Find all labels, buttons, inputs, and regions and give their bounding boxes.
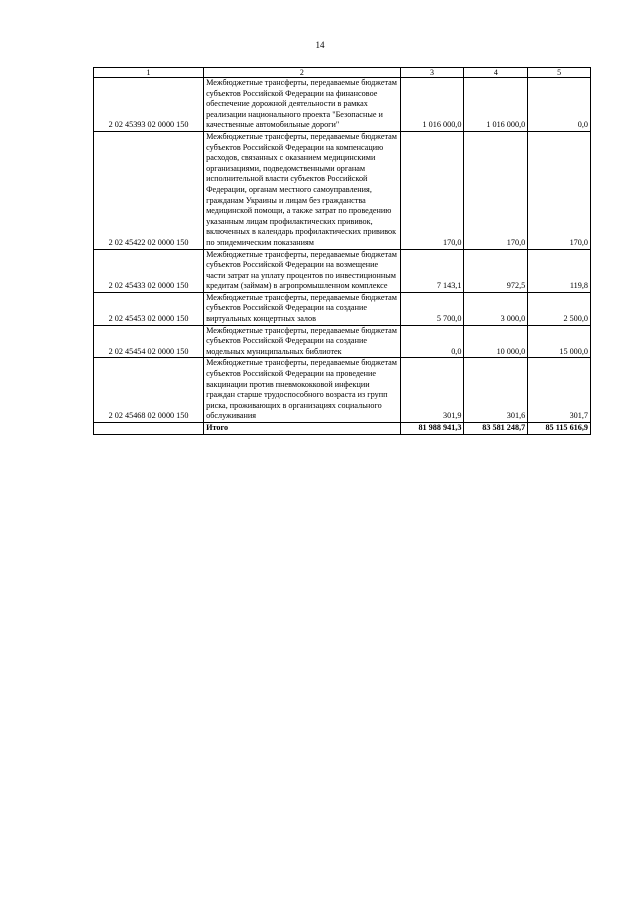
column-header-2: 2: [204, 68, 401, 78]
value-col-4: 1 016 000,0: [464, 78, 528, 132]
value-col-3: 1 016 000,0: [400, 78, 464, 132]
budget-code: 2 02 45393 02 0000 150: [94, 78, 204, 132]
total-label: Итого: [204, 423, 401, 435]
total-col-4: 83 581 248,7: [464, 423, 528, 435]
value-col-5: 15 000,0: [528, 325, 591, 358]
value-col-4: 301,6: [464, 358, 528, 423]
total-empty-cell: [94, 423, 204, 435]
item-name: Межбюджетные трансферты, передаваемые бюджетам субъектов Российской Федерации на создание виртуальных концертных залов: [204, 292, 401, 325]
table-row: [94, 131, 591, 249]
total-col-3: 81 988 941,3: [400, 423, 464, 435]
value-col-3: 0,0: [400, 325, 464, 358]
total-row: [94, 423, 591, 435]
value-col-4: 10 000,0: [464, 325, 528, 358]
revenue-table: [93, 67, 591, 435]
column-number-row: [94, 68, 591, 78]
column-header-4: 4: [464, 68, 528, 78]
item-name: Межбюджетные трансферты, передаваемые бюджетам субъектов Российской Федерации на проведение вакцинации против пневмококковой инфекции граждан старше трудоспособного возраста из групп риска, проживающих в организациях социального обслуживания: [204, 358, 401, 423]
total-col-5: 85 115 616,9: [528, 423, 591, 435]
table-row: [94, 325, 591, 358]
value-col-3: 170,0: [400, 131, 464, 249]
column-header-5: 5: [528, 68, 591, 78]
table-row: [94, 249, 591, 292]
value-col-4: 972,5: [464, 249, 528, 292]
page-number: 14: [315, 40, 325, 50]
value-col-5: 2 500,0: [528, 292, 591, 325]
column-header-1: 1: [94, 68, 204, 78]
table-row: [94, 78, 591, 132]
item-name: Межбюджетные трансферты, передаваемые бюджетам субъектов Российской Федерации на создание модельных муниципальных библиотек: [204, 325, 401, 358]
column-header-3: 3: [400, 68, 464, 78]
value-col-3: 7 143,1: [400, 249, 464, 292]
item-name: Межбюджетные трансферты, передаваемые бюджетам субъектов Российской Федерации на финансовое обеспечение дорожной деятельности в рамках реализации национального проекта "Безопасные и качественные автомобильные дороги": [204, 78, 401, 132]
table-row: [94, 358, 591, 423]
budget-code: 2 02 45433 02 0000 150: [94, 249, 204, 292]
value-col-4: 3 000,0: [464, 292, 528, 325]
value-col-4: 170,0: [464, 131, 528, 249]
item-name: Межбюджетные трансферты, передаваемые бюджетам субъектов Российской Федерации на компенсацию расходов, связанных с оказанием медицинскими организациями, подведомственными органам исполнительной власти субъектов Российской Федерации, органам местного самоуправления, гражданам Украины и лицам без гражданства медицинской помощи, а также затрат по проведению указанным лицам профилактических прививок, включенных в календарь профилактических прививок по эпидемическим показаниям: [204, 131, 401, 249]
value-col-5: 170,0: [528, 131, 591, 249]
budget-code: 2 02 45454 02 0000 150: [94, 325, 204, 358]
value-col-3: 5 700,0: [400, 292, 464, 325]
value-col-5: 119,8: [528, 249, 591, 292]
value-col-5: 0,0: [528, 78, 591, 132]
item-name: Межбюджетные трансферты, передаваемые бюджетам субъектов Российской Федерации на возмещение части затрат на уплату процентов по инвестиционным кредитам (займам) в агропромышленном комплексе: [204, 249, 401, 292]
value-col-3: 301,9: [400, 358, 464, 423]
budget-code: 2 02 45422 02 0000 150: [94, 131, 204, 249]
value-col-5: 301,7: [528, 358, 591, 423]
table-row: [94, 292, 591, 325]
budget-code: 2 02 45468 02 0000 150: [94, 358, 204, 423]
budget-code: 2 02 45453 02 0000 150: [94, 292, 204, 325]
